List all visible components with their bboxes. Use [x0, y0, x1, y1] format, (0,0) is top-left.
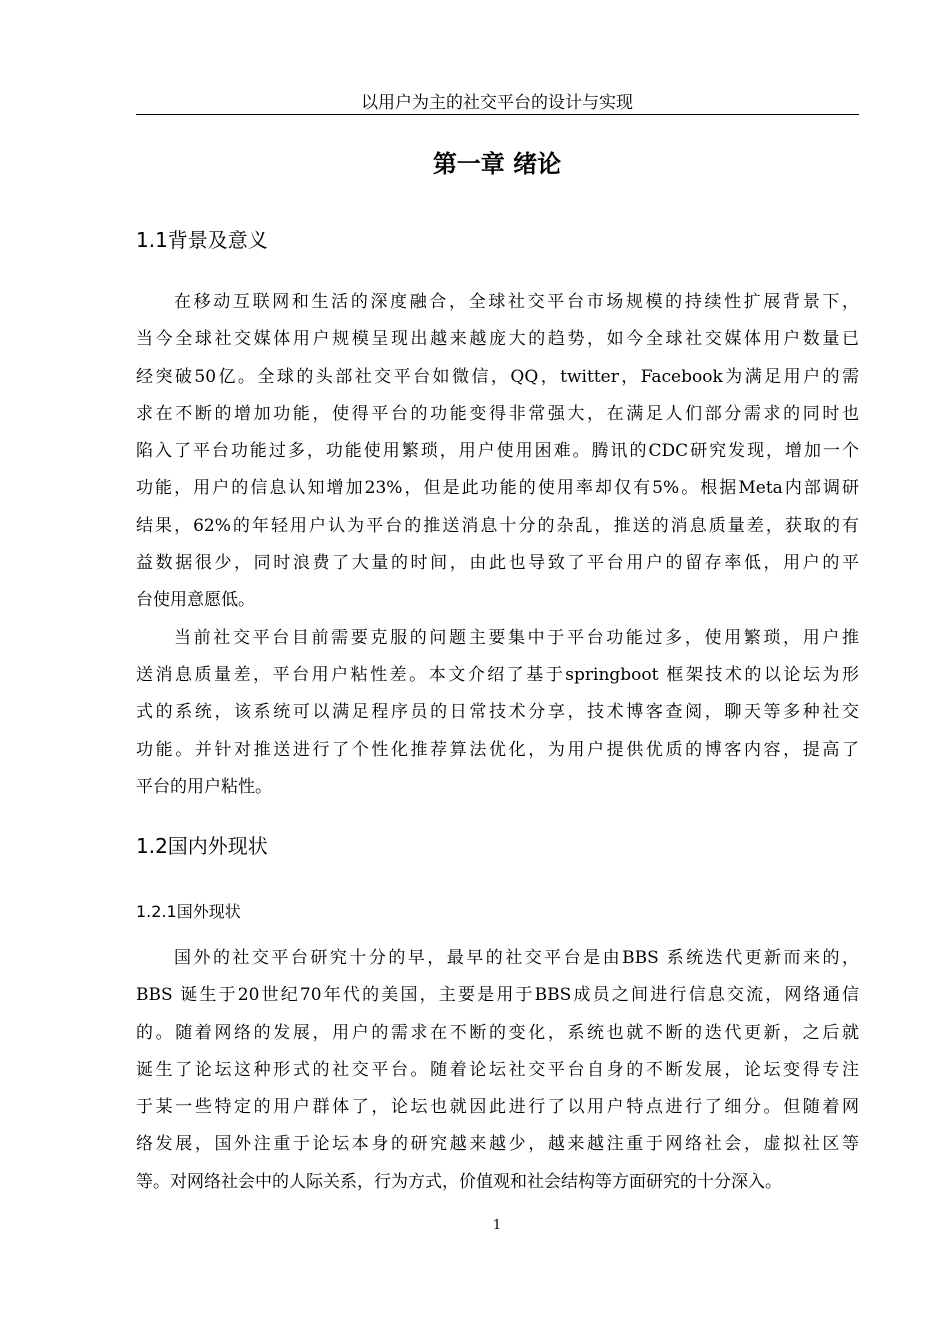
- paragraph-line: 求在不断的增加功能，使得平台的功能变得非常强大，在满足人们部分需求的同时也: [136, 403, 859, 424]
- section-heading-1-1: 1.1背景及意义: [136, 228, 268, 252]
- paragraph-line: 功能，用户的信息认知增加23%，但是此功能的使用率却仅有5%。根据Meta内部调研: [136, 478, 859, 499]
- paragraph-line: 在移动互联网和生活的深度融合，全球社交平台市场规模的持续性扩展背景下，: [174, 292, 859, 312]
- paragraph-line: 的。随着网络的发展，用户的需求在不断的变化，系统也就不断的迭代更新，之后就: [136, 1022, 859, 1043]
- paragraph-line: 功能。并针对推送进行了个性化推荐算法优化，为用户提供优质的博客内容，提高了: [136, 739, 859, 760]
- paragraph-line: 结果，62%的年轻用户认为平台的推送消息十分的杂乱，推送的消息质量差，获取的有: [136, 515, 859, 536]
- paragraph-line: 送消息质量差，平台用户粘性差。本文介绍了基于springboot 框架技术的以论坛为形: [136, 664, 859, 685]
- chapter-title: 第一章 绪论: [432, 150, 562, 178]
- paragraph-line: 台使用意愿低。: [136, 590, 255, 611]
- paragraph-line: 益数据很少，同时浪费了大量的时间，由此也导致了平台用户的留存率低，用户的平: [136, 553, 859, 574]
- paragraph-line: 陷入了平台功能过多，功能使用繁琐，用户使用困难。腾讯的CDC研究发现，增加一个: [136, 441, 859, 462]
- paragraph-3: [136, 940, 859, 1201]
- paragraph-line: 于某一些特定的用户群体了，论坛也就因此进行了以用户特点进行了细分。但随着网: [136, 1097, 859, 1118]
- running-header: 以用户为主的社交平台的设计与实现: [361, 93, 633, 113]
- paragraph-line: 当今全球社交媒体用户规模呈现出越来越庞大的趋势，如今全球社交媒体用户数量已: [136, 329, 859, 350]
- page-number: 1: [492, 1218, 502, 1233]
- paragraph-line: 平台的用户粘性。: [136, 776, 272, 797]
- header-rule: [136, 114, 859, 115]
- section-heading-1-2: 1.2国内外现状: [136, 834, 268, 858]
- paragraph-1: [136, 284, 859, 806]
- paragraph-line: BBS 诞生于20世纪70年代的美国，主要是用于BBS成员之间进行信息交流，网络通信: [136, 985, 859, 1006]
- paragraph-line: 国外的社交平台研究十分的早，最早的社交平台是由BBS 系统迭代更新而来的，: [174, 948, 859, 968]
- paragraph-line: 式的系统，该系统可以满足程序员的日常技术分享，技术博客查阅，聊天等多种社交: [136, 702, 859, 723]
- paragraph-line: 经突破50亿。全球的头部社交平台如微信，QQ，twitter，Facebook为满足用户的需: [136, 366, 859, 387]
- paragraph-line: 诞生了论坛这种形式的社交平台。随着论坛社交平台自身的不断发展，论坛变得专注: [136, 1059, 859, 1080]
- paragraph-line: 当前社交平台目前需要克服的问题主要集中于平台功能过多，使用繁琐，用户推: [174, 627, 859, 648]
- paragraph-line: 等。对网络社会中的人际关系，行为方式，价值观和社会结构等方面研究的十分深入。: [136, 1171, 782, 1192]
- paragraph-line: 络发展，国外注重于论坛本身的研究越来越少，越来越注重于网络社会，虚拟社区等: [136, 1134, 859, 1155]
- subsection-heading-1-2-1: 1.2.1国外现状: [136, 902, 241, 921]
